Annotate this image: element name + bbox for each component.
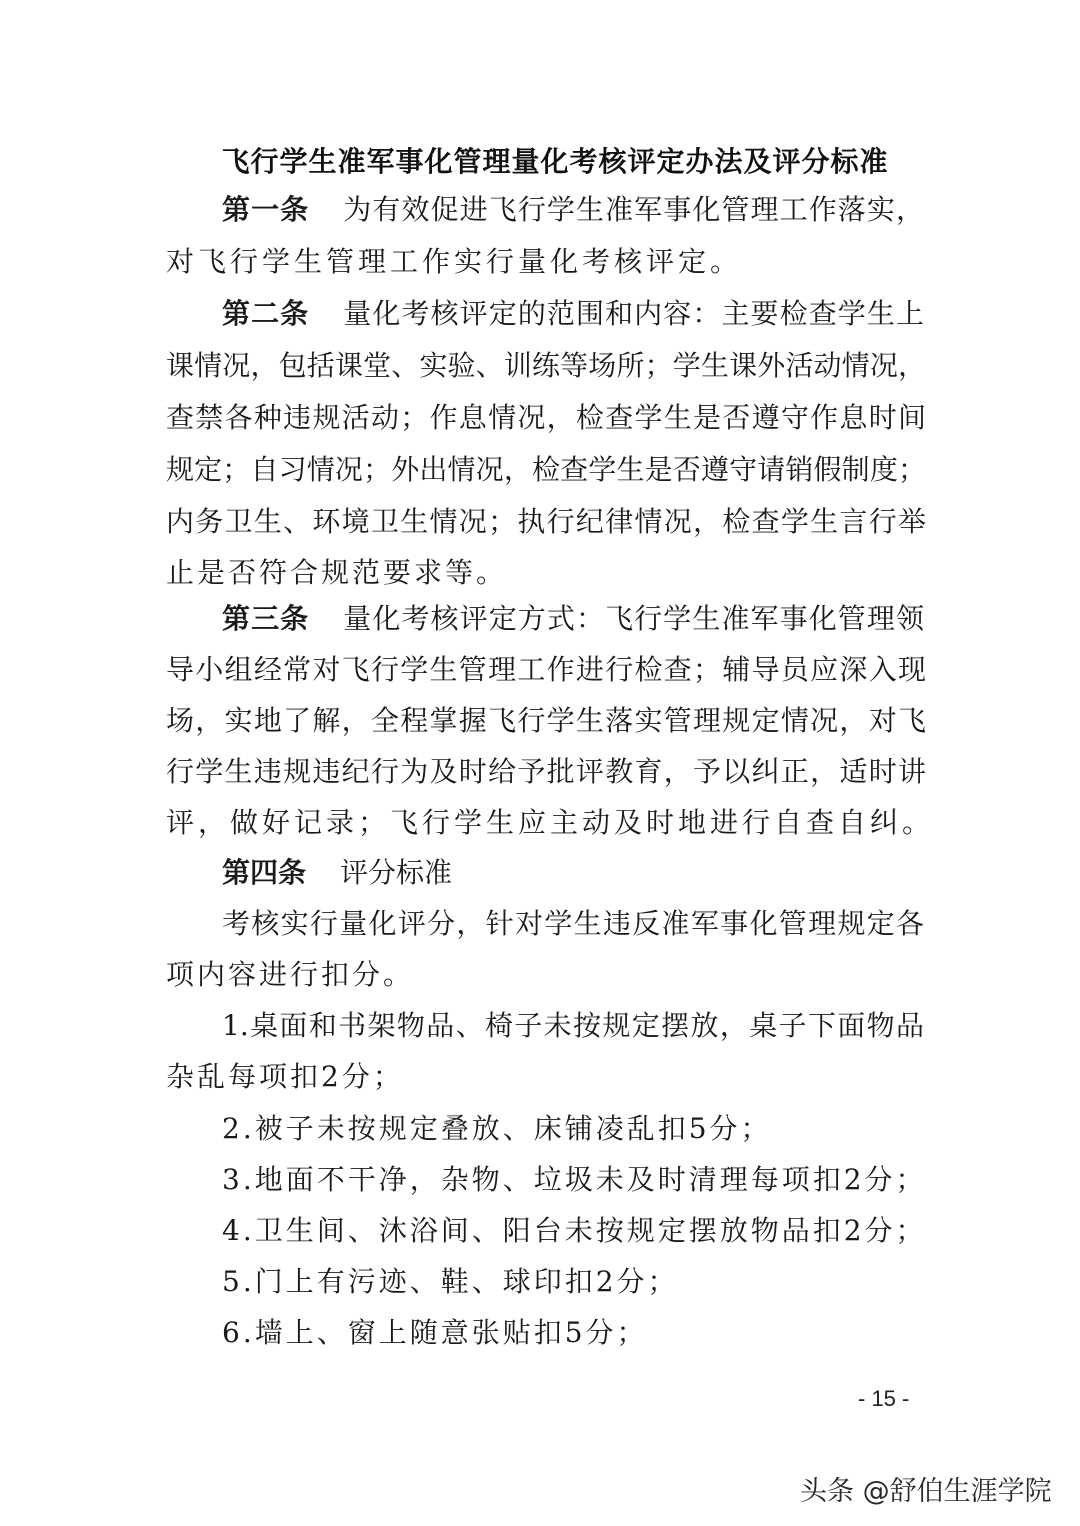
article-2-line-1 xyxy=(222,294,924,334)
article-2-heading: 第二条 xyxy=(222,297,310,330)
article-3-line-5: 评，做好记录；飞行学生应主动及时地进行自查自纠。 xyxy=(166,806,935,839)
document-title: 飞行学生准军事化管理量化考核评定办法及评分标准 xyxy=(221,145,889,178)
article-2-line-2: 课情况，包括课堂、实验、训练等场所；学生课外活动情况， xyxy=(166,349,926,382)
article-3-text: 量化考核评定方式：飞行学生准军事化管理领 xyxy=(343,602,924,635)
article-4-line-1 xyxy=(222,853,924,893)
article-1-heading: 第一条 xyxy=(222,193,310,226)
article-3-line-2: 导小组经常对飞行学生管理工作进行检查；辅导员应深入现 xyxy=(166,653,926,686)
article-3-line-4: 行学生违规违纪行为及时给予批评教育，予以纠正，适时讲 xyxy=(166,755,926,788)
item-3: 3.地面不干净，杂物、垃圾未及时清理每项扣2分； xyxy=(222,1163,927,1196)
article-3-heading: 第三条 xyxy=(222,602,310,635)
item-4: 4.卫生间、沐浴间、阳台未按规定摆放物品扣2分； xyxy=(222,1214,927,1247)
item-1-line-1: 1.桌面和书架物品、椅子未按规定摆放，桌子下面物品 xyxy=(222,1009,924,1042)
article-1-line-2: 对飞行学生管理工作实行量化考核评定。 xyxy=(166,245,743,278)
intro-line-1: 考核实行量化评分，针对学生违反准军事化管理规定各 xyxy=(222,907,924,940)
article-4-heading: 第四条 xyxy=(222,856,307,889)
page-number: - 15 - xyxy=(858,1386,910,1411)
article-3-line-1 xyxy=(222,599,924,639)
article-2-line-5: 内务卫生、环境卫生情况；执行纪律情况，检查学生言行举 xyxy=(166,505,926,538)
article-2-line-4: 规定；自习情况；外出情况，检查学生是否遵守请销假制度； xyxy=(166,453,926,486)
item-5: 5.门上有污迹、鞋、球印扣2分； xyxy=(222,1265,679,1298)
item-2: 2.被子未按规定叠放、床铺凌乱扣5分； xyxy=(222,1112,772,1145)
item-1-line-2: 杂乱每项扣2分； xyxy=(166,1060,404,1093)
article-2-text: 量化考核评定的范围和内容：主要检查学生上 xyxy=(343,297,924,330)
article-4-text: 评分标准 xyxy=(340,856,453,889)
item-6: 6.墙上、窗上随意张贴扣5分； xyxy=(222,1316,648,1349)
article-1-text: 为有效促进飞行学生准军事化管理工作落实， xyxy=(343,193,924,226)
article-1-line-1 xyxy=(222,190,924,230)
intro-line-2: 项内容进行扣分。 xyxy=(166,958,415,991)
article-2-line-6: 止是否符合规范要求等。 xyxy=(166,556,508,589)
article-2-line-3: 查禁各种违规活动；作息情况，检查学生是否遵守作息时间 xyxy=(166,401,926,434)
source-watermark: 头条 @舒伯生涯学院 xyxy=(800,1476,1052,1507)
article-3-line-3: 场，实地了解，全程掌握飞行学生落实管理规定情况，对飞 xyxy=(166,704,926,737)
